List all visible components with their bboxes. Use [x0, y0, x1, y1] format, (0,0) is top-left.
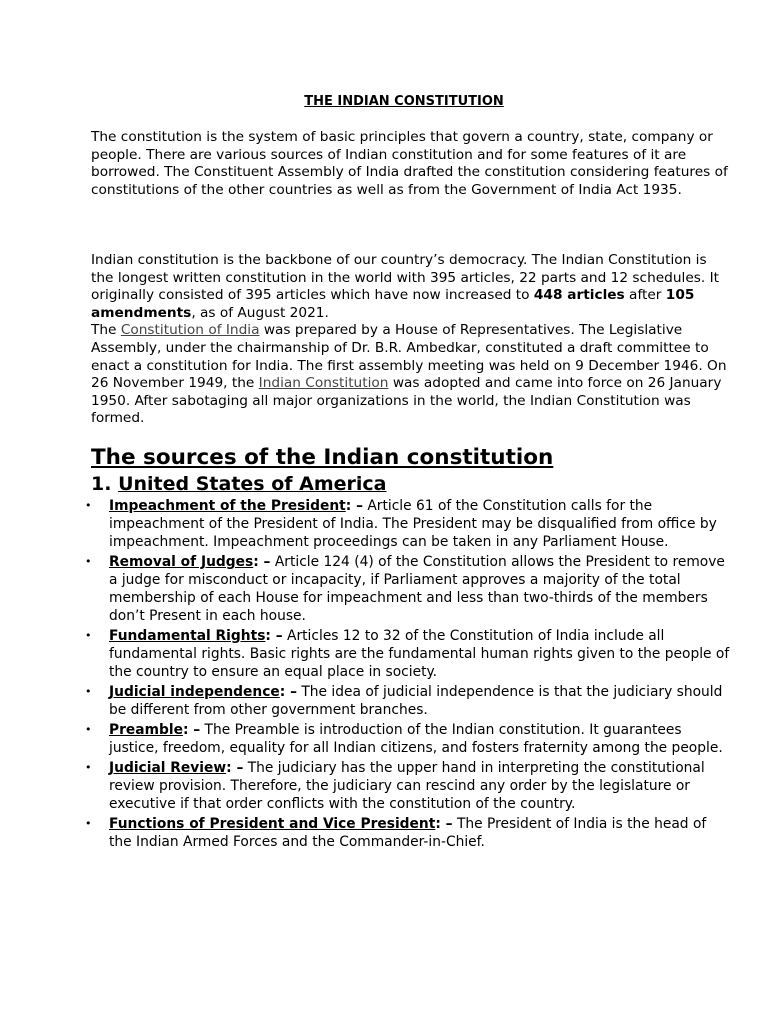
list-item: [85, 553, 731, 625]
list-item-separator: : –: [182, 722, 201, 738]
list-item: [85, 683, 731, 719]
paragraph-text: Indian constitution is the backbone of our country’s democracy. The Indian Constitution is the longest written constitution in the world with 395 articles, 22 parts and 12 schedules. It originally consisted of 395 articles which have now increased to: [91, 252, 719, 304]
sources-list: [0, 497, 768, 853]
indian-constitution-link[interactable]: Indian Constitution: [258, 375, 389, 392]
list-item-separator: : –: [435, 816, 453, 832]
paragraph-text: , as of August 2021.: [191, 304, 329, 321]
section-heading: The sources of the Indian constitution: [91, 445, 554, 470]
paragraph-text: after: [624, 287, 666, 304]
list-item: [85, 759, 731, 813]
bullet-icon: •: [85, 685, 92, 698]
bullet-icon: •: [85, 629, 92, 642]
list-item-text: The judiciary has the upper hand in interpreting the constitutional review provision. Therefore, the judiciary can rescind any order by the legislature or executive if that order conflicts with the constitution of the country.: [109, 760, 705, 812]
bullet-icon: •: [85, 761, 92, 774]
list-item-separator: : –: [345, 498, 363, 514]
amendments-count: 105 amendments: [91, 287, 695, 321]
list-item: [85, 815, 731, 851]
list-item-text: Article 124 (4) of the Constitution allows the President to remove a judge for misconduct or incapacity, if Parliament approves a majority of the total membership of each House for impeachment and less than two-thirds of the members don’t Present in each house.: [109, 554, 725, 624]
list-item-text: Article 61 of the Constitution calls for the impeachment of the President of India. The President may be disqualified from office by impeachment. Impeachment proceedings can be taken in any Parliament House.: [109, 498, 717, 550]
list-item-title: Fundamental Rights: [109, 628, 266, 644]
list-item-title: Preamble: [109, 722, 183, 738]
list-item: [85, 627, 731, 681]
list-item-text: The Preamble is introduction of the Indian constitution. It guarantees justice, freedom, equality for all Indian citizens, and fosters fraternity among the people.: [109, 722, 723, 756]
intro-paragraph: The constitution is the system of basic principles that govern a country, state, company or people. There are various sources of Indian constitution and for some features of it are borrowed. The Constituent Assembly of India drafted the constitution considering features of constitutions of the other countries as well as from the Government of India Act 1935.: [91, 129, 728, 198]
list-item-separator: : –: [226, 760, 244, 776]
list-item-text: Articles 12 to 32 of the Constitution of India include all fundamental rights. Basic rights are the fundamental human rights given to the people of the country to ensure an equal place in society.: [109, 628, 730, 680]
list-item: [85, 497, 731, 551]
list-item-title: Impeachment of the President: [109, 498, 346, 514]
list-item: [85, 721, 731, 757]
list-item-separator: : –: [279, 684, 297, 700]
list-item-separator: : –: [253, 554, 271, 570]
list-item-text: The idea of judicial independence is that the judiciary should be different from other government branches.: [109, 684, 723, 718]
articles-count: 448 articles: [533, 287, 625, 304]
subsection-heading: [91, 471, 387, 497]
bullet-icon: •: [85, 817, 92, 830]
list-item-separator: : –: [265, 628, 283, 644]
constitution-of-india-link[interactable]: Constitution of India: [120, 322, 260, 339]
paragraph-text: was adopted and came into force on 26 January 1950. After sabotaging all major organizations in the world, the Indian Constitution was formed.: [91, 375, 722, 427]
bullet-icon: •: [85, 499, 92, 512]
bullet-icon: •: [85, 555, 92, 568]
document-title: THE INDIAN CONSTITUTION: [304, 94, 504, 109]
subsection-number: 1.: [91, 473, 112, 495]
paragraph-text: The: [91, 322, 121, 339]
list-item-text: The President of India is the head of the Indian Armed Forces and the Commander-in-Chief.: [109, 816, 707, 850]
list-item-title: Removal of Judges: [109, 554, 254, 570]
backbone-paragraph: [91, 252, 731, 428]
bullet-icon: •: [85, 723, 92, 736]
list-item-title: Judicial independence: [109, 684, 280, 700]
list-item-title: Judicial Review: [109, 760, 227, 776]
subsection-name: United States of America: [118, 473, 387, 495]
list-item-title: Functions of President and Vice President: [109, 816, 436, 832]
paragraph-text: was prepared by a House of Representatives. The Legislative Assembly, under the chairmanship of Dr. B.R. Ambedkar, constituted a draft committee to enact a constitution for India. The first assembly meeting was held on 9 December 1946. On 26 November 1949, the: [91, 322, 727, 392]
